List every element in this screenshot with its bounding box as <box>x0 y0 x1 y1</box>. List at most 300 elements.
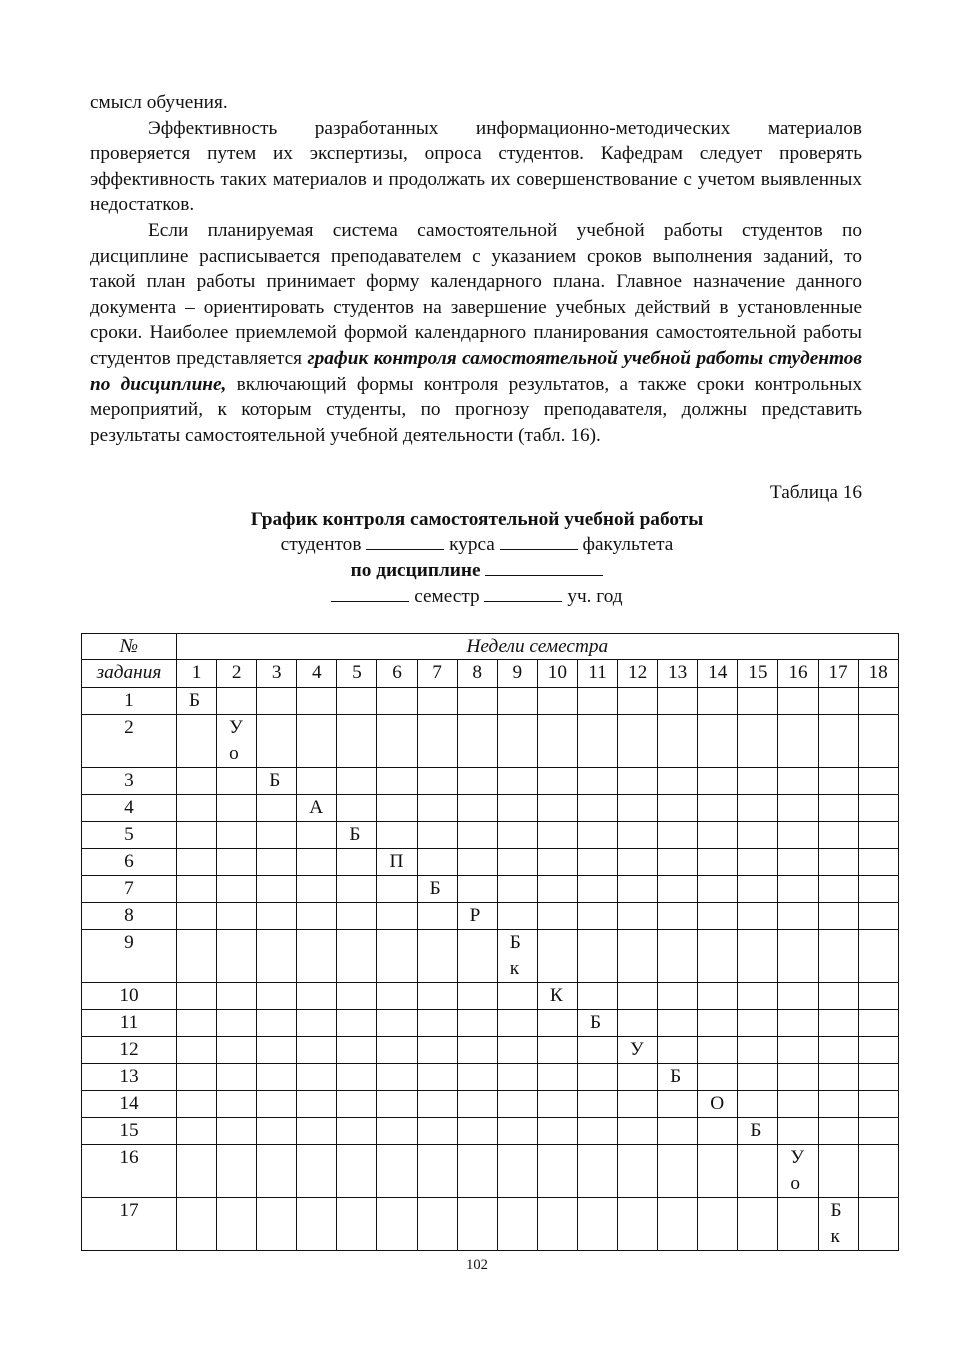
schedule-cell <box>537 1010 577 1037</box>
schedule-cell <box>618 768 658 795</box>
schedule-cell <box>417 688 457 715</box>
schedule-cell <box>537 1064 577 1091</box>
schedule-cell <box>417 1145 457 1198</box>
table-subtitle-line3 <box>0 558 954 583</box>
table-subtitle-line4 <box>0 584 954 609</box>
schedule-cell <box>217 930 257 983</box>
schedule-cell <box>217 1064 257 1091</box>
schedule-cell <box>337 1010 377 1037</box>
schedule-cell <box>457 822 497 849</box>
task-number: 9 <box>82 930 177 983</box>
schedule-cell <box>217 1037 257 1064</box>
schedule-cell <box>497 1198 537 1251</box>
schedule-cell <box>337 1037 377 1064</box>
schedule-cell <box>818 768 858 795</box>
schedule-cell <box>257 1064 297 1091</box>
schedule-cell <box>497 849 537 876</box>
schedule-cell <box>698 876 738 903</box>
schedule-cell <box>577 822 617 849</box>
schedule-cell <box>537 930 577 983</box>
schedule-cell <box>818 822 858 849</box>
schedule-cell <box>698 903 738 930</box>
task-number: 12 <box>82 1037 177 1064</box>
table-row <box>82 849 899 876</box>
schedule-cell <box>618 876 658 903</box>
schedule-cell <box>377 715 417 768</box>
schedule-cell <box>818 930 858 983</box>
schedule-cell <box>457 849 497 876</box>
schedule-cell <box>457 903 497 930</box>
schedule-cell <box>577 876 617 903</box>
schedule-cell <box>698 1010 738 1037</box>
schedule-cell <box>618 822 658 849</box>
week-number: 7 <box>417 660 457 688</box>
schedule-cell <box>457 1091 497 1118</box>
schedule-cell <box>417 849 457 876</box>
schedule-cell <box>698 1145 738 1198</box>
schedule-cell <box>457 688 497 715</box>
schedule-cell <box>537 715 577 768</box>
schedule-cell <box>698 822 738 849</box>
schedule-cell <box>658 1145 698 1198</box>
schedule-cell <box>537 983 577 1010</box>
schedule-cell <box>818 1198 858 1251</box>
control-form-mark-secondary: о <box>790 1173 801 1194</box>
schedule-cell <box>497 688 537 715</box>
schedule-cell <box>618 849 658 876</box>
schedule-cell <box>257 1037 297 1064</box>
schedule-cell <box>658 1064 698 1091</box>
week-number: 10 <box>537 660 577 688</box>
schedule-cell <box>177 795 217 822</box>
schedule-cell <box>457 1037 497 1064</box>
schedule-cell <box>698 768 738 795</box>
schedule-cell <box>177 822 217 849</box>
schedule-cell <box>818 876 858 903</box>
schedule-cell <box>858 795 898 822</box>
schedule-cell <box>297 1037 337 1064</box>
schedule-cell <box>778 930 818 983</box>
schedule-cell <box>417 768 457 795</box>
week-number: 15 <box>738 660 778 688</box>
schedule-cell <box>457 1145 497 1198</box>
schedule-cell <box>537 1198 577 1251</box>
schedule-cell <box>738 822 778 849</box>
schedule-cell <box>217 1010 257 1037</box>
schedule-cell <box>778 1198 818 1251</box>
schedule-cell <box>537 903 577 930</box>
schedule-cell <box>257 822 297 849</box>
schedule-cell <box>858 983 898 1010</box>
schedule-cell <box>537 795 577 822</box>
schedule-cell <box>217 1145 257 1198</box>
schedule-cell <box>738 1010 778 1037</box>
schedule-cell <box>818 1064 858 1091</box>
schedule-cell <box>778 983 818 1010</box>
schedule-cell <box>297 1064 337 1091</box>
schedule-cell <box>217 1198 257 1251</box>
schedule-cell <box>297 822 337 849</box>
schedule-cell <box>337 1118 377 1145</box>
schedule-cell <box>337 768 377 795</box>
schedule-cell <box>577 930 617 983</box>
control-form-mark: У <box>790 1147 805 1168</box>
schedule-cell <box>177 768 217 795</box>
schedule-cell <box>778 768 818 795</box>
schedule-cell <box>417 876 457 903</box>
schedule-cell <box>297 1091 337 1118</box>
schedule-cell <box>858 715 898 768</box>
schedule-cell <box>618 903 658 930</box>
schedule-cell <box>818 1118 858 1145</box>
schedule-cell <box>377 688 417 715</box>
schedule-cell <box>858 822 898 849</box>
table-row <box>82 983 899 1010</box>
schedule-cell <box>457 715 497 768</box>
week-number: 4 <box>297 660 337 688</box>
schedule-cell <box>257 903 297 930</box>
schedule-cell <box>497 876 537 903</box>
schedule-cell <box>457 795 497 822</box>
schedule-cell <box>618 795 658 822</box>
schedule-cell <box>297 768 337 795</box>
schedule-cell <box>738 1064 778 1091</box>
paragraph-3-start: Если планируемая система самостоятельной учебной работы студентов по дисциплине расписывается преподавателем с указанием сроков выполнения заданий, то такой план работы принимает форму календарного плана. Главное назначение данного документа – ориентировать студентов на завершение учебных действий в установленные сроки. Наиболее приемлемой формой календарного планирования самостоятельной работы студентов представляется <box>90 219 862 369</box>
schedule-cell <box>577 1037 617 1064</box>
header-task: задания <box>82 660 177 688</box>
faculty-blank <box>500 532 578 550</box>
discipline-blank <box>485 558 603 576</box>
schedule-cell <box>537 1037 577 1064</box>
paragraph-3-end: включающий формы контроля результатов, а также сроки контрольных мероприятий, к которым студенты, по прогнозу преподавателя, должны представить результаты самостоятельной учебной деятельности (табл. 16). <box>90 373 862 446</box>
body-text <box>90 90 862 448</box>
schedule-cell <box>778 903 818 930</box>
task-number: 5 <box>82 822 177 849</box>
schedule-cell <box>497 1091 537 1118</box>
schedule-cell <box>217 849 257 876</box>
schedule-cell <box>658 930 698 983</box>
schedule-cell <box>297 1198 337 1251</box>
schedule-cell <box>698 983 738 1010</box>
schedule-cell <box>177 930 217 983</box>
header-weeks: Недели семестра <box>177 634 899 660</box>
schedule-cell <box>738 1091 778 1118</box>
schedule-cell <box>818 1091 858 1118</box>
schedule-cell <box>417 1010 457 1037</box>
schedule-cell <box>257 930 297 983</box>
schedule-cell <box>858 768 898 795</box>
control-form-mark: Б <box>589 1012 602 1033</box>
schedule-cell <box>257 1198 297 1251</box>
schedule-cell <box>337 1145 377 1198</box>
schedule-cell <box>497 903 537 930</box>
schedule-cell <box>577 1118 617 1145</box>
schedule-cell <box>738 688 778 715</box>
schedule-cell <box>698 1091 738 1118</box>
schedule-cell <box>738 715 778 768</box>
schedule-cell <box>778 876 818 903</box>
schedule-cell <box>778 688 818 715</box>
task-number: 11 <box>82 1010 177 1037</box>
table-row <box>82 1091 899 1118</box>
schedule-cell <box>377 903 417 930</box>
schedule-cell <box>297 903 337 930</box>
schedule-cell <box>297 876 337 903</box>
schedule-cell <box>457 876 497 903</box>
schedule-cell <box>457 768 497 795</box>
schedule-cell <box>698 849 738 876</box>
schedule-cell <box>818 1010 858 1037</box>
schedule-cell <box>618 1064 658 1091</box>
schedule-cell <box>537 849 577 876</box>
schedule-cell <box>497 1118 537 1145</box>
schedule-cell <box>297 795 337 822</box>
schedule-cell <box>377 1037 417 1064</box>
schedule-cell <box>577 1091 617 1118</box>
schedule-cell <box>217 1118 257 1145</box>
task-number: 1 <box>82 688 177 715</box>
page-number: 102 <box>466 1257 488 1273</box>
schedule-cell <box>257 1118 297 1145</box>
schedule-cell <box>337 903 377 930</box>
schedule-cell <box>537 1091 577 1118</box>
schedule-cell <box>577 1198 617 1251</box>
schedule-cell <box>818 715 858 768</box>
schedule-cell <box>738 1198 778 1251</box>
schedule-cell <box>217 688 257 715</box>
schedule-cell <box>257 876 297 903</box>
week-number: 9 <box>497 660 537 688</box>
semester-label: семестр <box>414 586 480 607</box>
schedule-cell <box>618 1118 658 1145</box>
schedule-cell <box>577 715 617 768</box>
schedule-cell <box>337 1064 377 1091</box>
control-form-mark: Р <box>469 905 481 926</box>
task-number: 3 <box>82 768 177 795</box>
table-row <box>82 1037 899 1064</box>
schedule-cell <box>497 1010 537 1037</box>
schedule-cell <box>417 983 457 1010</box>
schedule-cell <box>417 822 457 849</box>
schedule-cell <box>417 930 457 983</box>
schedule-cell <box>457 983 497 1010</box>
schedule-cell <box>698 1037 738 1064</box>
week-number: 16 <box>778 660 818 688</box>
task-number: 4 <box>82 795 177 822</box>
year-blank <box>484 584 562 602</box>
control-form-mark: Б <box>269 770 281 791</box>
schedule-cell <box>417 795 457 822</box>
table-row <box>82 1010 899 1037</box>
schedule-cell <box>658 983 698 1010</box>
table-row <box>82 688 899 715</box>
task-number: 10 <box>82 983 177 1010</box>
week-number: 11 <box>577 660 617 688</box>
control-form-mark: Б <box>429 878 441 899</box>
schedule-cell <box>658 876 698 903</box>
schedule-cell <box>658 849 698 876</box>
schedule-cell <box>257 715 297 768</box>
task-number: 17 <box>82 1198 177 1251</box>
schedule-cell <box>257 1091 297 1118</box>
schedule-cell <box>377 822 417 849</box>
week-number: 18 <box>858 660 898 688</box>
table-row <box>82 795 899 822</box>
schedule-cell <box>457 930 497 983</box>
schedule-cell <box>497 983 537 1010</box>
schedule-cell <box>417 1037 457 1064</box>
control-form-mark-secondary: к <box>830 1226 840 1247</box>
course-label: курса <box>449 534 495 555</box>
schedule-cell <box>337 930 377 983</box>
schedule-cell <box>337 822 377 849</box>
table-row <box>82 822 899 849</box>
schedule-cell <box>377 983 417 1010</box>
week-number: 2 <box>217 660 257 688</box>
schedule-cell <box>377 1145 417 1198</box>
schedule-cell <box>417 1198 457 1251</box>
week-number: 12 <box>618 660 658 688</box>
schedule-cell <box>698 930 738 983</box>
table-caption: Таблица 16 <box>769 482 862 503</box>
control-form-mark: К <box>549 985 563 1006</box>
schedule-cell <box>537 876 577 903</box>
schedule-cell <box>177 1010 217 1037</box>
schedule-cell <box>618 1091 658 1118</box>
schedule-cell <box>337 849 377 876</box>
schedule-cell <box>778 849 818 876</box>
schedule-cell <box>858 1145 898 1198</box>
schedule-cell <box>537 768 577 795</box>
schedule-cell <box>257 795 297 822</box>
week-number: 3 <box>257 660 297 688</box>
schedule-cell <box>337 983 377 1010</box>
schedule-cell <box>377 876 417 903</box>
schedule-cell <box>497 930 537 983</box>
week-number: 8 <box>457 660 497 688</box>
schedule-cell <box>417 1091 457 1118</box>
table-title: График контроля самостоятельной учебной работы <box>250 509 704 530</box>
control-form-mark: А <box>309 797 324 818</box>
control-form-mark: Б <box>670 1066 682 1087</box>
schedule-cell <box>778 1037 818 1064</box>
schedule-cell <box>497 1145 537 1198</box>
schedule-cell <box>858 1091 898 1118</box>
schedule-cell <box>658 715 698 768</box>
schedule-cell <box>618 1010 658 1037</box>
schedule-cell <box>577 849 617 876</box>
schedule-cell <box>497 1037 537 1064</box>
schedule-cell <box>217 822 257 849</box>
schedule-cell <box>337 795 377 822</box>
schedule-cell <box>618 1037 658 1064</box>
week-number: 13 <box>658 660 698 688</box>
discipline-label: по дисциплине <box>350 560 481 581</box>
schedule-cell <box>537 822 577 849</box>
schedule-cell <box>257 768 297 795</box>
schedule-cell <box>818 849 858 876</box>
schedule-cell <box>257 983 297 1010</box>
schedule-cell <box>177 1037 217 1064</box>
schedule-table <box>81 633 899 1251</box>
schedule-cell <box>577 903 617 930</box>
schedule-cell <box>417 1064 457 1091</box>
control-form-mark: Б <box>509 932 521 953</box>
schedule-cell <box>698 1064 738 1091</box>
schedule-cell <box>177 983 217 1010</box>
control-form-mark: Б <box>750 1120 762 1141</box>
schedule-cell <box>177 688 217 715</box>
header-number: № <box>82 634 177 660</box>
schedule-cell <box>858 849 898 876</box>
schedule-cell <box>217 983 257 1010</box>
control-form-mark: У <box>229 717 243 738</box>
control-form-mark: П <box>389 851 404 872</box>
table-subtitle-line2 <box>0 532 954 557</box>
schedule-cell <box>497 715 537 768</box>
schedule-cell <box>217 1091 257 1118</box>
schedule-cell <box>738 768 778 795</box>
schedule-cell <box>577 1010 617 1037</box>
schedule-cell <box>577 983 617 1010</box>
schedule-cell <box>257 688 297 715</box>
schedule-cell <box>698 795 738 822</box>
schedule-cell <box>257 1010 297 1037</box>
schedule-cell <box>177 1091 217 1118</box>
schedule-cell <box>297 688 337 715</box>
table-row <box>82 715 899 768</box>
table-row <box>82 930 899 983</box>
schedule-cell <box>738 849 778 876</box>
schedule-cell <box>297 1118 337 1145</box>
schedule-cell <box>618 688 658 715</box>
task-number: 8 <box>82 903 177 930</box>
schedule-cell <box>698 715 738 768</box>
schedule-cell <box>217 795 257 822</box>
schedule-cell <box>618 1145 658 1198</box>
schedule-cell <box>778 822 818 849</box>
students-label: студентов <box>280 534 362 555</box>
schedule-cell <box>177 1118 217 1145</box>
schedule-cell <box>497 795 537 822</box>
task-number: 14 <box>82 1091 177 1118</box>
schedule-cell <box>658 768 698 795</box>
table-row <box>82 903 899 930</box>
schedule-cell <box>457 1198 497 1251</box>
schedule-cell <box>417 1118 457 1145</box>
schedule-cell <box>658 795 698 822</box>
schedule-cell <box>858 1198 898 1251</box>
schedule-cell <box>177 715 217 768</box>
course-blank <box>366 532 444 550</box>
paragraph-3 <box>90 218 862 448</box>
schedule-cell <box>658 903 698 930</box>
table-header-row <box>82 634 899 660</box>
schedule-cell <box>377 795 417 822</box>
schedule-cell <box>778 1091 818 1118</box>
schedule-cell <box>337 1091 377 1118</box>
paragraph-3-emphasis: график контроля самостоятельной учебной работы студентов по дисциплине, <box>90 347 862 395</box>
task-number: 13 <box>82 1064 177 1091</box>
schedule-cell <box>858 1064 898 1091</box>
schedule-cell <box>337 1198 377 1251</box>
schedule-cell <box>217 768 257 795</box>
schedule-cell <box>337 688 377 715</box>
schedule-cell <box>618 930 658 983</box>
week-number: 1 <box>177 660 217 688</box>
schedule-cell <box>658 822 698 849</box>
schedule-cell <box>297 849 337 876</box>
